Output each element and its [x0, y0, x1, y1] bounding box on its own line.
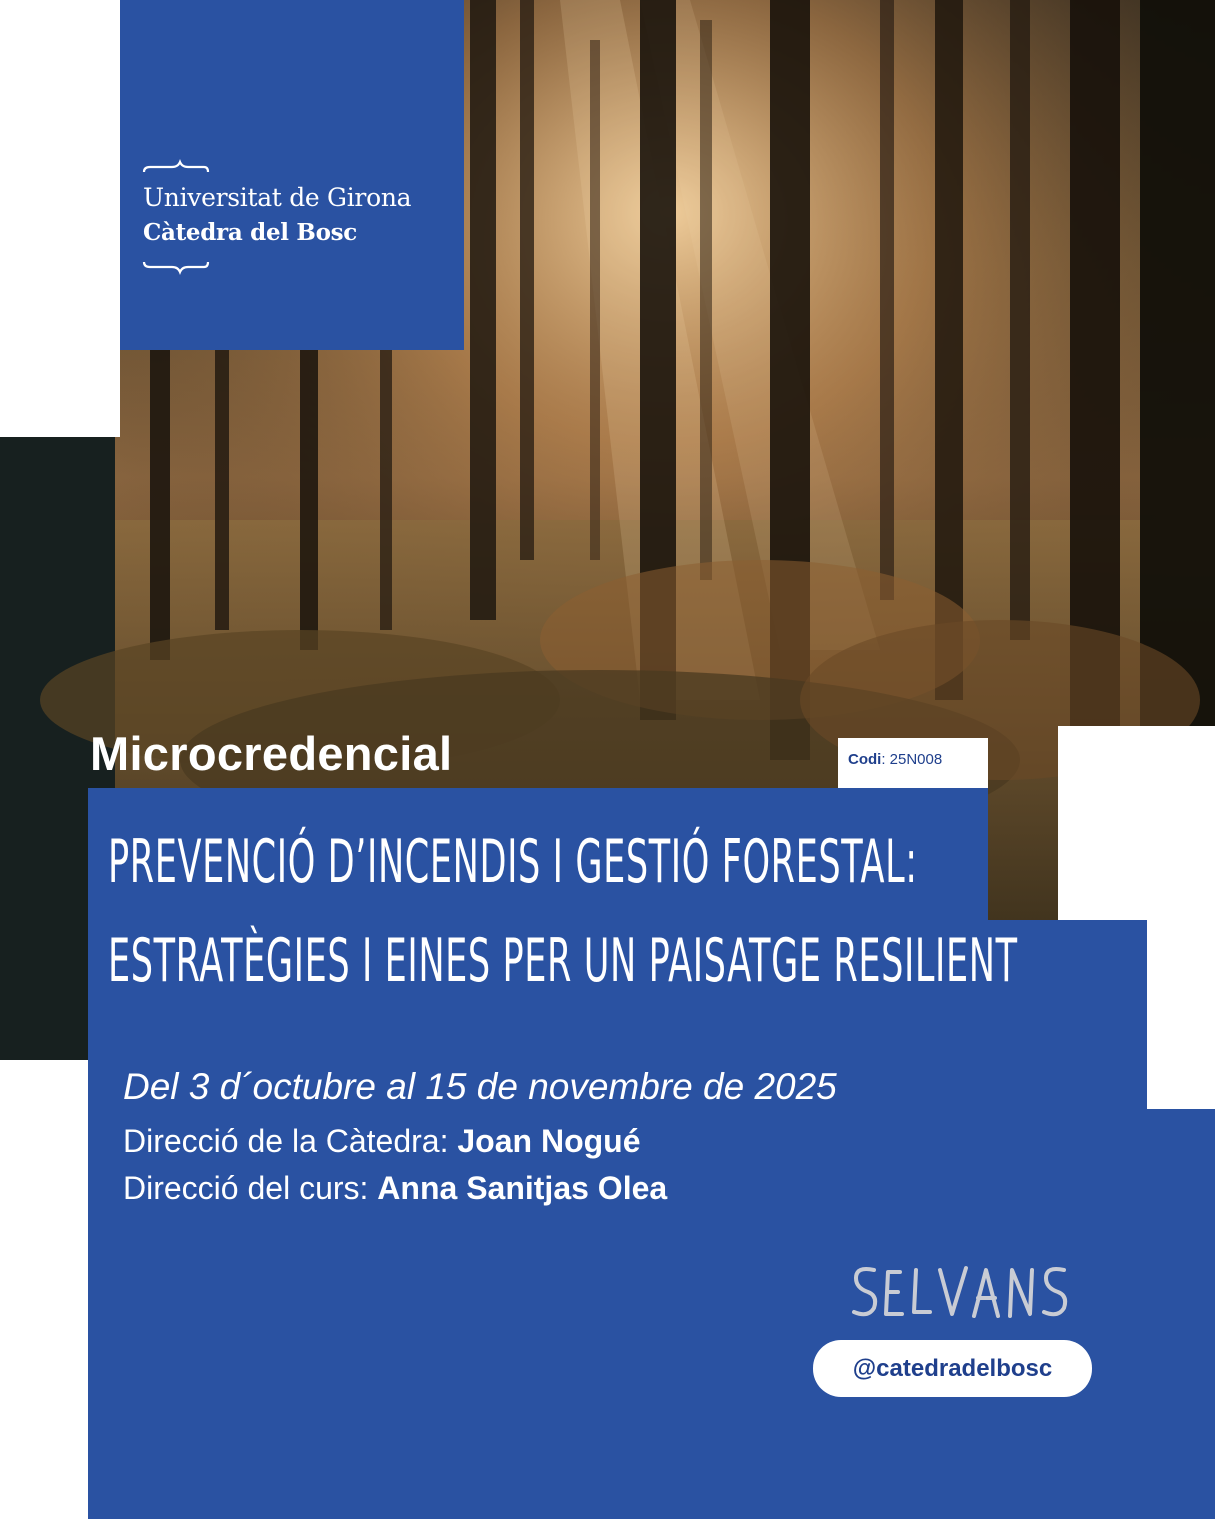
code-label: Codi	[848, 751, 882, 768]
course-direction	[123, 1170, 667, 1207]
title-line-2: ESTRATÈGIES I EINES PER UN PAISATGE RESILIENT	[108, 926, 1018, 996]
social-handle[interactable]: @catedradelbosc	[813, 1340, 1092, 1397]
white-panel-top-left	[0, 0, 120, 437]
course-dates: Del 3 d´octubre al 15 de novembre de 2025	[123, 1066, 837, 1107]
logo-brace-icon	[120, 0, 464, 350]
logo-chair: Càtedra del Bosc	[143, 219, 357, 246]
logo-block	[120, 0, 464, 350]
chair-director-name: Joan Nogué	[457, 1123, 641, 1159]
white-panel-bottom-left	[0, 1356, 87, 1519]
course-direction-label: Direcció del curs:	[123, 1170, 378, 1206]
chair-direction	[123, 1123, 641, 1160]
code-value: : 25N008	[881, 751, 943, 768]
white-panel-right-lower	[1147, 920, 1215, 1110]
chair-direction-label: Direcció de la Càtedra:	[123, 1123, 458, 1159]
course-code	[848, 751, 942, 768]
kicker-microcredencial: Microcredencial	[90, 727, 453, 780]
white-panel-right-upper	[1058, 726, 1215, 920]
course-director-name: Anna Sanitjas Olea	[377, 1170, 668, 1206]
title-line-1: PREVENCIÓ D’INCENDIS I GESTIÓ FORESTAL:	[108, 827, 918, 897]
selvans-logo	[850, 1262, 1080, 1324]
logo-university: Universitat de Girona	[143, 183, 412, 212]
